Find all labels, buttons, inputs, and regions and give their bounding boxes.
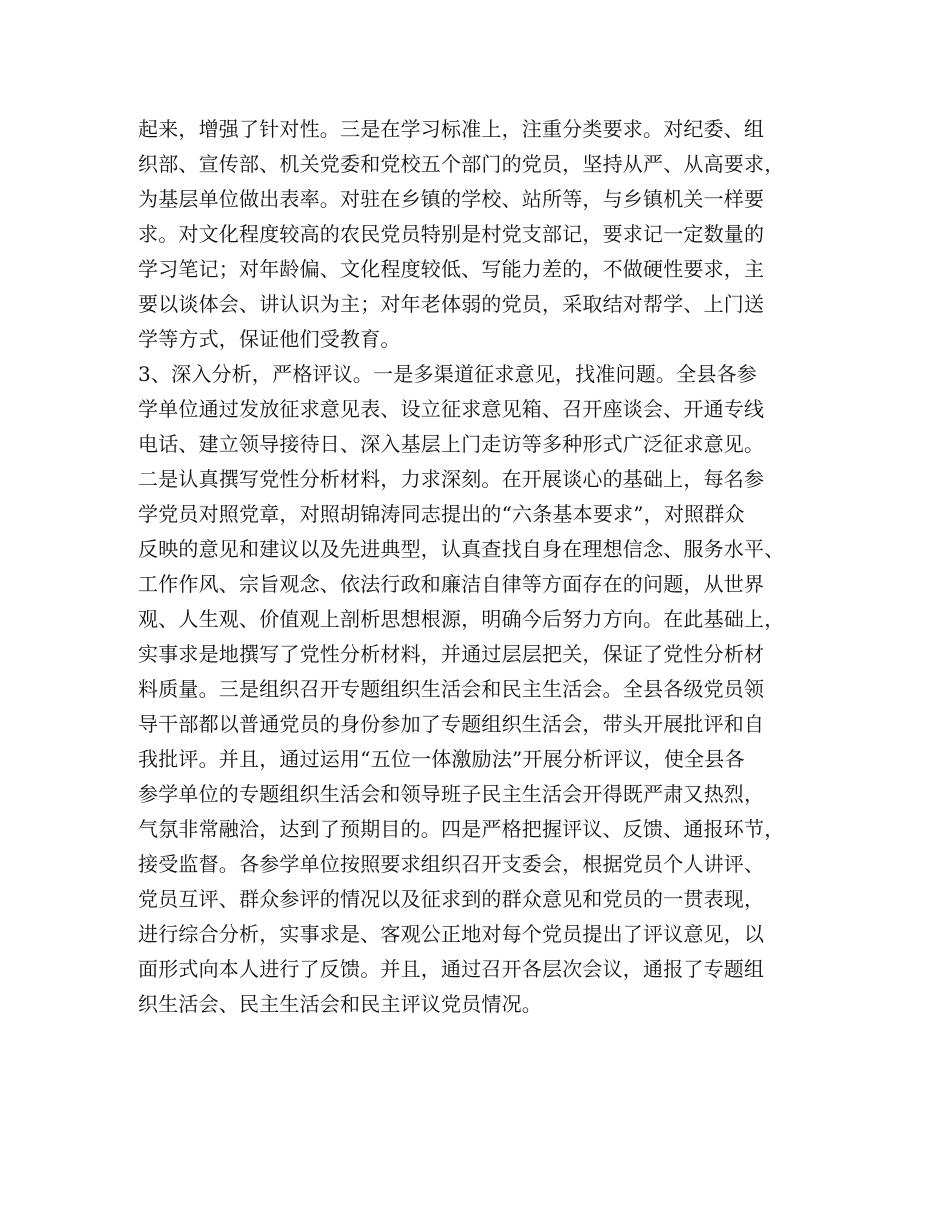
- text-line: 学习笔记；对年龄偏、文化程度较低、写能力差的，不做硬性要求，主: [138, 257, 765, 281]
- text-line: 求。对文化程度较高的农民党员特别是村党支部记，要求记一定数量的: [138, 222, 765, 246]
- body-text: [138, 112, 838, 1022]
- text-line: 学等方式，保证他们受教育。: [138, 327, 401, 351]
- text-line: 料质量。三是组织召开专题组织生活会和民主生活会。全县各级党员领: [138, 677, 765, 701]
- text-line: 二是认真撰写党性分析材料，力求深刻。在开展谈心的基础上，每名参: [138, 467, 765, 491]
- text-line: 织生活会、民主生活会和民主评议党员情况。: [138, 992, 542, 1016]
- text-line: 观、人生观、价值观上剖析思想根源，明确今后努力方向。在此基础上，: [138, 607, 785, 631]
- text-line: 学党员对照党章，对照胡锦涛同志提出的“六条基本要求”，对照群众: [138, 502, 745, 526]
- text-line: 党员互评、群众参评的情况以及征求到的群众意见和党员的一贯表现，: [138, 887, 765, 911]
- text-line: 起来，增强了针对性。三是在学习标准上，注重分类要求。对纪委、组: [138, 117, 765, 141]
- text-line: 进行综合分析，实事求是、客观公正地对每个党员提出了评议意见，以: [138, 922, 765, 946]
- text-line: 3、深入分析，严格评议。一是多渠道征求意见，找准问题。全县各参: [138, 362, 757, 386]
- text-line: 为基层单位做出表率。对驻在乡镇的学校、站所等，与乡镇机关一样要: [138, 187, 765, 211]
- text-line: 我批评。并且，通过运用“五位一体激励法”开展分析评议，使全县各: [138, 747, 745, 771]
- text-line: 参学单位的专题组织生活会和领导班子民主生活会开得既严肃又热烈，: [138, 782, 765, 806]
- text-line: 要以谈体会、讲认识为主；对年老体弱的党员，采取结对帮学、上门送: [138, 292, 765, 316]
- text-line: 学单位通过发放征求意见表、设立征求意见箱、召开座谈会、开通专线: [138, 397, 765, 421]
- text-line: 接受监督。各参学单位按照要求组织召开支委会，根据党员个人讲评、: [138, 852, 765, 876]
- text-line: 织部、宣传部、机关党委和党校五个部门的党员，坚持从严、从高要求，: [138, 152, 785, 176]
- text-line: 导干部都以普通党员的身份参加了专题组织生活会，带头开展批评和自: [138, 712, 765, 736]
- text-line: 工作作风、宗旨观念、依法行政和廉洁自律等方面存在的问题，从世界: [138, 572, 765, 596]
- text-line: 气氛非常融洽，达到了预期目的。四是严格把握评议、反馈、通报环节，: [138, 817, 785, 841]
- text-line: 实事求是地撰写了党性分析材料，并通过层层把关，保证了党性分析材: [138, 642, 765, 666]
- text-line: 电话、建立领导接待日、深入基层上门走访等多种形式广泛征求意见。: [138, 432, 765, 456]
- text-line: 面形式向本人进行了反馈。并且，通过召开各层次会议，通报了专题组: [138, 957, 765, 981]
- text-line: 反映的意见和建议以及先进典型，认真查找自身在理想信念、服务水平、: [138, 537, 785, 561]
